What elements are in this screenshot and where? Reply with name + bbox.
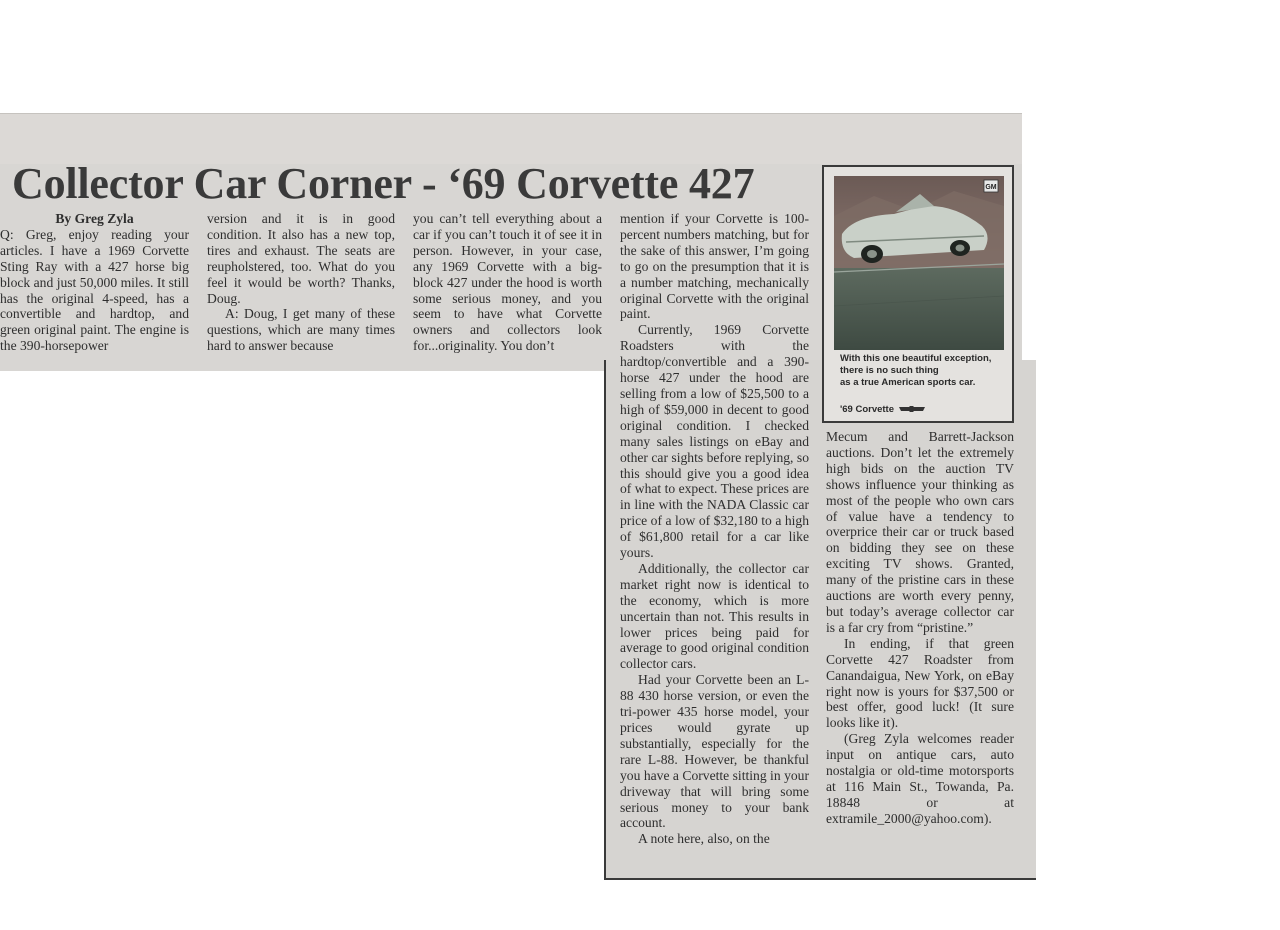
corvette-photo	[834, 176, 1004, 350]
paragraph: In ending, if that green Corvette 427 Roadster from Canandaigua, New York, on eBay right now is yours for $37,500 or best offer, good luck! (It sure looks like it).	[826, 635, 1014, 731]
article-column-5	[826, 429, 1014, 827]
article-column-4	[620, 211, 809, 847]
article-column-2	[207, 211, 395, 354]
paragraph: Mecum and Barrett-Jackson auctions. Don’t let the extremely high bids on the auction TV shows influence your thinking as most of the people who own cars of value have a tendency to overprice their car or truck based on bidding they see on these exciting TV shows. Granted, many of the pristine cars in these auctions are worth every penny, but today’s average collector car is a far cry from “pristine.”	[826, 429, 1014, 635]
paragraph: version and it is in good condition. It also has a new top, tires and exhaust. The seats are reupholstered, too. What do you feel it would be worth? Thanks, Doug.	[207, 211, 395, 306]
ad-caption-line: as a true American sports car.	[840, 376, 976, 388]
gm-badge: GM	[985, 184, 997, 191]
chevrolet-bowtie-icon	[899, 406, 925, 412]
article-column-3	[413, 211, 602, 354]
ad-caption-line: there is no such thing	[840, 364, 939, 376]
paragraph: Additionally, the collector car market right now is identical to the economy, which is more uncertain than not. This results in lower prices being paid for average to good original condition collector cars.	[620, 560, 809, 672]
paragraph: Currently, 1969 Corvette Roadsters with the hardtop/convertible and a 390-horse 427 under the hood are selling from a low of $25,500 to a high of $59,000 in decent to good original condition. I checked many sales listings on eBay and other car sights before replying, so this should give you a good idea of what to expect. These prices are in line with the NADA Classic car price of a low of $32,180 to a high of $61,800 retail for a car like yours.	[620, 322, 809, 561]
corvette-car-icon	[834, 176, 1004, 350]
ad-brand	[840, 404, 925, 415]
article-headline: Collector Car Corner - ‘69 Corvette 427	[12, 159, 755, 208]
paragraph: Had your Corvette been an L-88 430 horse version, or even the tri-power 435 horse model, your prices would gyrate up substantially, especially for the rare L-88. However, be thankful you have a Corvette sitting in your driveway that will bring some serious money to your bank account.	[620, 672, 809, 831]
paragraph: A: Doug, I get many of these questions, which are many times hard to answer because	[207, 306, 395, 354]
article-column-1	[0, 211, 189, 354]
ad-caption-line: With this one beautiful exception,	[840, 353, 992, 364]
paragraph: Q: Greg, enjoy reading your articles. I have a 1969 Corvette Sting Ray with a 427 horse big block and just 50,000 miles. It still has the original 4-speed, has a convertible and hardtop, and green original paint. The engine is the 390-horsepower	[0, 226, 189, 354]
corvette-ad	[822, 165, 1014, 423]
ad-caption	[840, 353, 1010, 388]
clipping-header-strip	[0, 113, 1022, 164]
article-byline: By Greg Zyla	[55, 211, 134, 226]
paragraph: mention if your Corvette is 100-percent numbers matching, but for the sake of this answer, I’m going to go on the presumption that it is a number matching, mechanically original Corvette with the original paint.	[620, 211, 809, 322]
paragraph: A note here, also, on the	[638, 831, 770, 847]
ad-brand-text: '69 Corvette	[840, 404, 895, 415]
paragraph: you can’t tell everything about a car if you can’t touch it of see it in person. However, in your case, any 1969 Corvette with a big-block 427 under the hood is worth some serious money, and you seem to have what Corvette owners and collectors look for...originality. You don’t	[413, 211, 602, 354]
paragraph: (Greg Zyla welcomes reader input on antique cars, auto nostalgia or old-time motorsports at 116 Main St., Towanda, Pa. 18848 or at extramile_2000@yahoo.com).	[826, 731, 1014, 826]
